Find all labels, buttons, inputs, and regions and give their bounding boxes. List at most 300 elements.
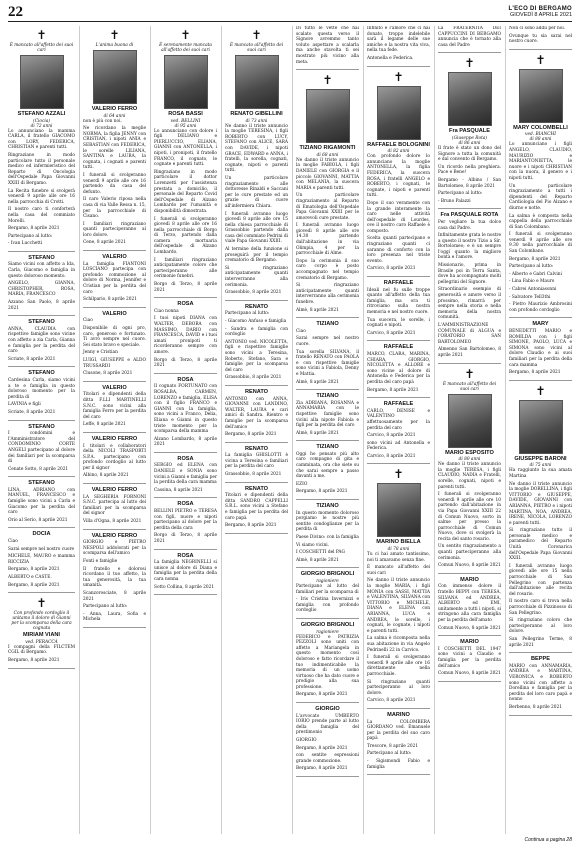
notice-paragraph: Bergamo, 8 aprile 2021 bbox=[367, 387, 419, 393]
cross-icon: ✝ bbox=[36, 596, 47, 611]
cross-icon: ✝ bbox=[251, 28, 262, 42]
notice-divider bbox=[154, 373, 217, 374]
notice-divider bbox=[154, 297, 217, 298]
notice-paragraph: I funerali avranno luogo giovedì 8 aprile alle ore 15 nella chiesa parrocchiale di Grassobbio partendo dalla casa del commiato Pedrini di viale Papa Giovanni XXIII. bbox=[225, 211, 288, 245]
deceased-name: ROSA bbox=[177, 501, 194, 508]
notice-divider bbox=[83, 529, 146, 530]
obituary-notice bbox=[154, 456, 217, 494]
deceased-nickname: ved. BELLINI bbox=[170, 118, 201, 124]
deceased-age: di 82 anni bbox=[387, 149, 410, 155]
notice-paragraph: EZIO bbox=[296, 481, 308, 487]
notice-divider bbox=[509, 652, 572, 653]
notice-paragraph: Ciao bbox=[83, 318, 93, 324]
notice-paragraph: ALBERTO e CASTE. bbox=[8, 575, 52, 580]
obituary-notice bbox=[296, 321, 359, 385]
deceased-nickname: ved. BIANCHI bbox=[525, 132, 556, 138]
notice-paragraph: Lo annunciano la mamma CARLA, il fratello GIACOMO con LORY, FEDERICA, CHRISTIAN e parenti tutti. bbox=[8, 128, 75, 151]
portrait-photo bbox=[235, 55, 279, 109]
deceased-name: BEPPE bbox=[531, 656, 550, 663]
notice-paragraph: Bergamo, 8 aprile 2021 bbox=[225, 523, 277, 529]
notice-paragraph: I condòmini e l'Amministratore del CONDOMINIO CORTE ANGELI partecipano al dolore dei familiari per la scomparsa di bbox=[8, 431, 75, 465]
deceased-age: di 73 anni bbox=[245, 118, 268, 124]
notice-paragraph: Scanzorosciate, 8 aprile 2021 bbox=[83, 590, 146, 602]
obituary-column bbox=[8, 26, 75, 834]
notice-paragraph: Carvico, 8 aprile 2021 bbox=[367, 266, 416, 272]
notice-paragraph: Ovunque tu sia sarai nel nostro cuore. bbox=[509, 33, 572, 45]
participant-line: Partecipano al lutto: bbox=[8, 233, 53, 239]
obituary-notice bbox=[8, 255, 75, 311]
header-rule bbox=[8, 21, 572, 22]
notice-paragraph: Cardesina Carla, siamo vicini a te e famiglia in questo doloroso momento per la perdita di bbox=[8, 377, 75, 400]
notice-paragraph: Partecipano al lutto: bbox=[438, 191, 483, 197]
notice-divider bbox=[367, 774, 430, 775]
obituary-notice bbox=[509, 384, 572, 648]
notice-intro: È serenamente mancata all'affetto dei suoi cari bbox=[159, 43, 212, 53]
portrait-photo bbox=[93, 50, 137, 104]
notice-divider bbox=[296, 702, 359, 703]
deceased-name: VALERIO bbox=[102, 254, 127, 261]
notice-paragraph: Sarai sempre nel nostro cuore bbox=[8, 546, 75, 552]
deceased-nickname: ragioniere bbox=[316, 578, 339, 584]
deceased-name: RAFFAELE bbox=[383, 401, 414, 408]
deceased-name: VALERIO FERRO bbox=[91, 532, 138, 539]
notice-paragraph: Il nostro caro ti conforterà nella casa del commiato Morelli. bbox=[8, 207, 75, 224]
notice-paragraph: LUIGI, GIUSEPPE e ALDO TRUSSARDI bbox=[83, 357, 146, 369]
notice-divider bbox=[8, 527, 75, 528]
obituary-column bbox=[505, 26, 572, 834]
obituary-notice bbox=[509, 53, 572, 314]
notice-paragraph: Bergamo, 8 aprile 2021 bbox=[8, 657, 60, 663]
notice-divider bbox=[225, 385, 288, 386]
notice-divider bbox=[367, 276, 430, 277]
notice-paragraph: L'avvocato UMBERTO IORIO prende parte al lutto della famiglia del prestimonio bbox=[296, 713, 359, 736]
notice-intro: Con profondo cordoglio il unitamo il dolore di Gianni per la scomparsa della cara cognata bbox=[11, 611, 72, 632]
notice-divider bbox=[367, 397, 430, 398]
deceased-name: VALERIO bbox=[102, 310, 127, 317]
notice-divider bbox=[225, 482, 288, 483]
cross-icon: ✝ bbox=[393, 69, 404, 84]
notice-paragraph: Almè, 8 aprile 2021 bbox=[296, 307, 339, 313]
notice-paragraph: Ne ricordano la meglie NORMA, la figlia JENNY con CRISTIAN, i nipoti ANIA e SEBASTIAN con FEDERICA, le sorelle LILIANA, SANTINA e LAURA, la cognata, i cognati e parenti tutti. bbox=[83, 126, 146, 171]
notice-paragraph: Al termine della funzione si proseguirà per il tempio crematorio di Bergamo. bbox=[225, 247, 288, 264]
deceased-name: RAFFAELE BOLOGNINI bbox=[367, 141, 430, 148]
notice-paragraph: Il fratello e dolorosi ricordano il tuo affetto, la tua generosità, la tua umanità. bbox=[83, 566, 146, 589]
obituary-notice bbox=[367, 344, 430, 393]
notice-paragraph: Un sentito ringraziamento a quanti parteciperanno alla cerimonia. bbox=[438, 544, 501, 561]
obituary-notice bbox=[83, 487, 146, 525]
notice-divider bbox=[154, 549, 217, 550]
notice-paragraph: BENEDETTI MARIO e ROMILDA con i figli SIMONE, PAOLO, LUCA e SIMONA sono vicini al dolore Claudio e ai suoi familiari per la perdita della cara mamma bbox=[509, 329, 572, 368]
obituary-notice bbox=[296, 26, 359, 65]
notice-divider bbox=[438, 52, 501, 53]
notice-paragraph: Non ci sono addii per noi. bbox=[509, 26, 566, 31]
notice-divider bbox=[225, 442, 288, 443]
notice-divider bbox=[438, 681, 501, 682]
notice-paragraph: I funerali avranno luogo giovedì 8 aprile alle ore 14.30 partendo dall'abitazione in via Olimpia, 4 per la parrocchiale di Alme. bbox=[296, 223, 359, 257]
deceased-name: RENATO GIBELLINI bbox=[230, 111, 283, 117]
notice-paragraph: CARLO, DENISE e VALENTINO affettuosamente per la perdita del caro bbox=[367, 408, 430, 431]
obituary-notice bbox=[438, 367, 501, 569]
obituary-notice bbox=[438, 56, 501, 204]
notice-paragraph: I funerali avranno luogo giovedì alle ore 15 nella parrocchiale di San Pellegrino con partenza dall'abitazione alle recita del rosario. bbox=[509, 563, 572, 597]
obituary-notice bbox=[83, 533, 146, 623]
issue-date: GIOVEDÌ 8 APRILE 2021 bbox=[509, 12, 572, 18]
notice-paragraph: Si ringraziano tutto il personale medico e paramedico del Reparto Unità Coronarica dell'Ospedale Papa Giovanni XXIII. bbox=[509, 528, 572, 562]
notice-divider bbox=[509, 49, 572, 50]
deceased-name: DOCIA bbox=[32, 531, 51, 538]
notice-paragraph: I funerali si svolgeranno venerdì 9 aprile alle ore 16 direttamente nella parrocchiale. bbox=[367, 655, 430, 677]
notice-paragraph: Dopo il suo veramente con la grande interamente la caro nelle attività dell'ospedale di Lourdes, ove il nostro caro Raffaele è composto. bbox=[367, 200, 430, 234]
notice-paragraph: I funerali si svolgeranno venerdì 9 aprile alle ore 9.30 nella parrocchiale di San Colombano. bbox=[509, 232, 572, 255]
notice-paragraph: - Salvatore Tell3thi bbox=[509, 294, 551, 300]
notice-paragraph: Tua suocera, le sorelle, i cognati e nipoti. bbox=[367, 317, 430, 329]
obituary-notice bbox=[438, 577, 501, 631]
obituary-column bbox=[363, 26, 430, 834]
cross-icon: ✝ bbox=[464, 366, 475, 381]
notice-divider bbox=[154, 594, 217, 595]
notice-divider bbox=[8, 315, 75, 316]
notice-paragraph: Missionario, prima in Brasile poi in Terra Santa, dove ha accompagnato molti pellegrini del Signore. bbox=[438, 263, 501, 285]
notice-paragraph: Trescore, 8 aprile 2021 bbox=[367, 743, 419, 749]
notice-paragraph: Leffe, 8 aprile 2021 bbox=[83, 422, 126, 428]
portrait-photo bbox=[448, 72, 492, 126]
continuation-note: Continua a pagina 28 bbox=[524, 837, 572, 843]
notice-paragraph: - Giacomo Anfuso e famiglia bbox=[225, 319, 287, 324]
notice-paragraph: Il frate è stato un dono del Signore a tutta la comunità e dal convento di Bergamo. bbox=[438, 145, 501, 163]
notice-paragraph: I funerali si svolgeranno venerdì 9 aprile alle ore 10 partendo dall'abitazione in via Papa Giovanni XXIII 22 di Comun Nuovo, sorto in salme per presso la parrocchiale di Comun Nuovo, dove si svolgerà la recita del santo rosario. bbox=[438, 492, 501, 542]
notice-paragraph: Albino, 8 aprile 2021 bbox=[83, 473, 129, 479]
notice-divider bbox=[296, 440, 359, 441]
deceased-name: Fra PASQUALE ROTA bbox=[440, 212, 499, 219]
notice-paragraph: Ne danno il triste annuncio la moglie DORELLINA, i figli VITTORIO e GIUSEPPE, DAVIDE, GIOVANNI con ARIANNA, PIETRO e i nipoti MARTINA, NOA, ANDREA, IRENE, NICOLA, LORENZO e parenti tutti. bbox=[509, 481, 572, 526]
deceased-nickname: ved. PERACCA bbox=[25, 639, 58, 645]
notice-paragraph: Villa d'Ogna, 8 aprile 2021 bbox=[83, 519, 142, 525]
notice-paragraph: Ciao bbox=[296, 328, 306, 334]
notice-divider bbox=[438, 363, 501, 364]
notice-paragraph: Dopo la cerimonia il suo caro corpo è posto accompagnato nel tempio crematorio di Bergamo. bbox=[296, 258, 359, 281]
page-header bbox=[8, 6, 572, 18]
portrait-photo bbox=[377, 483, 421, 537]
notice-divider bbox=[154, 497, 217, 498]
cross-icon: ✝ bbox=[180, 28, 191, 42]
obituary-notice bbox=[367, 280, 430, 336]
notice-paragraph: Si ringraziano anticipatamente quanti interverranno alla cerimonia. bbox=[225, 265, 288, 288]
obituary-notice bbox=[296, 73, 359, 313]
notice-paragraph: Comun Nuovo, 8 aprile 2021 bbox=[438, 563, 501, 569]
notice-divider bbox=[296, 499, 359, 500]
notice-paragraph: Disponibile di ogni pro, caro, generoso e fortunato. Ti avrò sempre nel cuore. Sei stato bravo e speciale. bbox=[83, 326, 146, 348]
notice-paragraph: I funerali si svolgeranno giovedì 8 aprile alle ore 16 nella parrocchiale di Borgo di Terzo, partendo dalla camera mortuaria dell'ospedale di Alzano Lombardo. bbox=[154, 216, 217, 256]
notice-divider bbox=[8, 366, 75, 367]
notice-paragraph: con sentite espressioni grande commozione. bbox=[296, 753, 359, 764]
obituary-notice bbox=[154, 377, 217, 448]
notice-paragraph: Clusone, 8 aprile 2021 bbox=[83, 371, 133, 377]
obituary-notice bbox=[225, 28, 288, 296]
notice-divider bbox=[296, 389, 359, 390]
notice-paragraph: I COSCHETTI del PAG bbox=[296, 550, 345, 556]
notice-divider bbox=[509, 715, 572, 716]
notice-intro: L'anima buona di bbox=[95, 43, 134, 48]
deceased-nickname: ragioniere bbox=[316, 629, 339, 635]
notice-paragraph: I COSCHETTI DEL 1947 sono vicini a Claudio e famiglia per la perdita dell'amico bbox=[438, 646, 501, 669]
notice-paragraph: Bergamo - Albino / San Bartolomeo, 8 aprile 2021 bbox=[438, 177, 501, 189]
notice-paragraph: Schilpario, 8 aprile 2021 bbox=[83, 297, 137, 303]
obituary-notice bbox=[83, 254, 146, 303]
deceased-name: RENATO bbox=[244, 485, 269, 492]
deceased-name: GIORGIO bbox=[315, 706, 340, 713]
notice-paragraph: Fonti e famiglie bbox=[83, 559, 118, 564]
notice-paragraph: Grassobbio, 8 aprile 2021 bbox=[225, 375, 282, 381]
notice-paragraph: Siamo vicini con affetto a Ida, Carla, Giacomo e famiglia in questo doloroso momento. bbox=[8, 262, 75, 279]
notice-paragraph: FEDERICO e PATRIZIA PEZZOLI sono uniti con affetto a Mariangela in questo momento così doloroso e fatto ricordare il tuo indimenticabile la memoria di un uomo virtuoso che ha dato cuore e prodigio alla sua professione. bbox=[296, 634, 359, 690]
notice-paragraph: Grassobbio, 8 aprile 2021 bbox=[225, 472, 282, 478]
obituary-notice bbox=[225, 446, 288, 478]
notice-divider bbox=[8, 592, 75, 593]
notice-paragraph: Straordinario esempio di generosità e amore verso il prossimo, rimarrà per sempre nella storia e nella memoria della nostra comunità. bbox=[438, 287, 501, 321]
notice-paragraph: Il nostro caro si trova nella parrocchiale di Pizzinosso di San Pellegrino. bbox=[509, 599, 572, 616]
notice-divider bbox=[509, 317, 572, 318]
notice-divider bbox=[367, 708, 430, 709]
deceased-name: RAFFAELE bbox=[383, 344, 414, 351]
notice-paragraph: GIORGIO bbox=[296, 738, 317, 744]
notice-paragraph: Borgo di Terzo, 8 aprile 2021 bbox=[154, 282, 217, 293]
notice-paragraph: Sarai sempre nel nostro cuore. bbox=[296, 336, 359, 347]
obituary-notice bbox=[509, 26, 572, 45]
obituary-grid bbox=[8, 26, 572, 834]
notice-paragraph: Bergamo, 8 aprile 2021 bbox=[296, 766, 348, 772]
notice-paragraph: Almenno San Bartolomeo, 8 aprile 2021 bbox=[438, 347, 501, 358]
notice-paragraph: Bergamo, 8 aprile 2021 bbox=[509, 370, 561, 376]
notice-paragraph: I familiari ringraziano anticipatamente coloro che parteciperanno alle cerimonie funebri. bbox=[154, 257, 217, 280]
notice-paragraph: Un ricordo nella preghiera. Pace e Bene! bbox=[438, 164, 501, 176]
notice-paragraph: Ideali nel fu sulle troppe quanto all'affetto della tua famiglia, ma ora ti ritroviamo sulla nostra memoria e nel nostro cuore. bbox=[367, 287, 430, 315]
deceased-name: VALERIO FERRO bbox=[91, 487, 138, 494]
notice-divider bbox=[367, 66, 430, 67]
obituary-notice bbox=[154, 28, 217, 293]
notice-paragraph: Tua sorella SILVANA, il fratello RENATO con PAOLA e con rispettive famiglie sono vicini a Fabiola, Denny e Mattia. bbox=[296, 349, 359, 377]
notice-paragraph: Infinitamente grata le nostre a questo il nostro Tizio a Sir. Bortolomeo; e è un sempre l'oggi quanto la migliore bontà e l'amore. bbox=[438, 233, 501, 261]
obituary-notice bbox=[296, 622, 359, 698]
notice-paragraph: Per vegliare la tua dolce casa dal Padre. bbox=[438, 219, 501, 231]
cross-icon: ✝ bbox=[322, 73, 333, 88]
notice-paragraph: Sotto Collina, 8 aprile 2021 bbox=[154, 584, 215, 590]
notice-divider bbox=[438, 208, 501, 209]
notice-intro: È mancato all'affetto dei suoi cari bbox=[442, 381, 497, 392]
notice-paragraph: Oggi ho pensato più alto caro compagno di gita e camminata, ora che siete su che sarai sempre a passo davanti a me. bbox=[296, 451, 359, 480]
deceased-name: GIORGIO BRIGNOLI bbox=[300, 621, 355, 628]
deceased-age: di 64 anni bbox=[103, 113, 126, 119]
notice-paragraph: La salma è ricomposta nella sua abitazione in via Angelo Pedrinelli 22 in Carvico. bbox=[367, 636, 430, 653]
notice-paragraph: La COLOMBERA GIORDANO ved. Emanuele per la perdita del suo caro papà bbox=[367, 719, 430, 742]
notice-paragraph: Ringraziano in modo particolare tutto il personale medico ed infermieristico del Reparto di Oncologia dell'Ospedale Papa Giovanni XXIII di Bergamo. bbox=[8, 152, 75, 186]
deceased-name: MARY COLOMBELLI bbox=[513, 124, 568, 131]
notice-paragraph: La Recita funebre si svolgerà venerdì 9 aprile alle ore 16 nella parrocchia di Crotti. bbox=[8, 188, 75, 205]
deceased-name: RENATO bbox=[244, 445, 269, 452]
deceased-age: di 86 anni bbox=[458, 140, 481, 146]
notice-paragraph: Bergamo, 8 aprile 2021 bbox=[296, 489, 348, 495]
notice-paragraph: Carvico, 8 aprile 2021 bbox=[367, 453, 416, 459]
masthead bbox=[508, 6, 572, 18]
notice-paragraph: Scriate, 8 aprile 2021 bbox=[8, 409, 56, 415]
notice-paragraph: Bergamo, 8 aprile 2021 bbox=[8, 567, 60, 573]
notice-divider bbox=[8, 251, 75, 252]
deceased-name: VALERIO FERRO bbox=[91, 435, 138, 442]
notice-paragraph: Orio al Serio, 8 aprile 2021 bbox=[8, 517, 68, 523]
notice-paragraph: ANTONIO ved. NICOLETTA, figli e rispettive famiglie sono vicini a Teresina, Roberto, Stefano, Sara e famiglie per la scomparsa del caro bbox=[225, 339, 288, 373]
deceased-name: ROSA bbox=[177, 552, 194, 559]
notice-paragraph: - Sigismondi Fabio e famiglia bbox=[367, 759, 430, 770]
obituary-notice bbox=[296, 571, 359, 614]
notice-paragraph: In questo momento doloroso porgiamo le nostre più sentite condoglianze per la perdita di bbox=[296, 510, 359, 533]
deceased-name: RENATO bbox=[244, 388, 269, 395]
notice-paragraph: LAVINIA e figli bbox=[8, 402, 41, 408]
notice-paragraph: - Sandra e famiglia con cordoglio bbox=[225, 326, 288, 338]
notice-paragraph: Paese Divino: con la famiglia bbox=[296, 535, 359, 540]
deceased-name: STEFANO bbox=[28, 480, 55, 487]
notice-paragraph: Ne danno il triste annuncio la moglie TERESA, i figli CLAUDIO, NADIA e Fratelli, sorelle, cognati, nipoti e parenti tutti. bbox=[438, 462, 501, 490]
notice-paragraph: Titolari e dipendenti della ditta F.LLI MARTINELLI S.N.C. sono vicini alla famiglia Ferro per la perdita del caro bbox=[83, 392, 146, 420]
notice-paragraph: I tuoi nipoti DIANA con WALTER, DEBORA con MASSIMO, DARIO con FRANCESCA, DAVID e i tuoi amati pronipoti ti ricorderanno sempre con amore. bbox=[154, 316, 217, 355]
notice-divider bbox=[296, 776, 359, 777]
notice-paragraph: Partecipano al lutto: bbox=[367, 751, 412, 757]
obituary-notice bbox=[225, 304, 288, 381]
notice-paragraph: - Pietro Maurizio Ambrosini con profondo cordoglio bbox=[509, 302, 572, 313]
notice-paragraph: Antonella e Federica. bbox=[367, 55, 414, 61]
notice-paragraph: Titolari e dipendenti della ditta SANDRO CAPPELLI S.R.L. sono vicini a Stefano e famiglia per la perdita del caro papà bbox=[225, 493, 288, 521]
obituary-notice bbox=[8, 424, 75, 473]
notice-divider bbox=[225, 533, 288, 534]
notice-paragraph: I titolari e collaboratori della NICOLI TRASPORTI S.P.A. partecipano con profondo cordoglio al lutto per il signor bbox=[83, 443, 146, 471]
notice-paragraph: LA SEGHERIA FORNONI S.N.C. partecipa al lutto dei familiari per la scomparsa del signor bbox=[83, 494, 146, 517]
notice-divider bbox=[296, 567, 359, 568]
notice-paragraph: Bergamo, 8 aprile 2021 bbox=[8, 582, 60, 588]
notice-paragraph: Partecipano al lutto del familiari per la scomparsa di bbox=[296, 583, 359, 595]
notice-paragraph: Si ringraziano anticipatamente quanti interverranno alla cerimonia funebre. bbox=[296, 283, 359, 305]
obituary-notice bbox=[83, 385, 146, 428]
notice-paragraph: È mancato all'affetto dei suoi cari bbox=[367, 565, 430, 576]
notice-divider bbox=[8, 420, 75, 421]
notice-paragraph: - Bruno Palazzi bbox=[438, 198, 471, 204]
page-number: 22 bbox=[8, 4, 23, 20]
deceased-name: MARY bbox=[532, 321, 549, 328]
notice-paragraph: La famiglia GHISLOTTI è vicina a Teresina e familiari per la perdita del caro bbox=[225, 453, 288, 470]
notice-paragraph: - Lina Fabio e Mauro bbox=[509, 279, 555, 285]
obituary-notice bbox=[8, 531, 75, 588]
notice-paragraph: - Cabrei Antoniasonni bbox=[509, 287, 557, 293]
deceased-name: ROSA bbox=[177, 301, 194, 308]
obituary-notice bbox=[8, 319, 75, 362]
notice-divider bbox=[367, 463, 430, 464]
notice-paragraph: Comun Nuovo, 8 aprile 2021 bbox=[438, 625, 501, 631]
notice-paragraph: Borgo di Terzo, 8 aprile 2021 bbox=[154, 533, 217, 544]
notice-paragraph: MARCO, CLARA, MARINA, CHIARA, GIORGIO, NICOLETTA e ALLORE e sono vicine al dolore di Antonella e Federica per la perdita del caro papà bbox=[367, 351, 430, 385]
deceased-name: TIZIANO RIGAMONTI bbox=[299, 145, 356, 152]
obituary-notice bbox=[154, 301, 217, 369]
notice-paragraph: I familiari ringraziano quanti parteciperanno al loro dolore. bbox=[83, 221, 146, 238]
notice-paragraph: Ne danno il triste annuncio la moglie MARIA, i figli MONIA con SASSI, MATTIA e VALENTINA, SILVANA con VITTORIO e MICHELE, DIANA e ELENA con ARIANNA, LUCA e ANDREA, le sorelle, i cognati, le cognate, i nipoti e parenti tutti. bbox=[367, 578, 430, 634]
notice-paragraph: Ciao nonna bbox=[154, 308, 179, 314]
cross-icon: ✝ bbox=[393, 467, 404, 482]
notice-paragraph: Bergamo, 8 aprile 2021 bbox=[8, 226, 60, 232]
notice-divider bbox=[83, 307, 146, 308]
notice-paragraph: La famiglia NEGRINELLI si unisce al dolore di Diana e famiglia per la perdita della cara nonna bbox=[154, 560, 217, 582]
notice-paragraph: Carvico, 8 aprile 2021 bbox=[367, 433, 416, 439]
deceased-name: MIRIAM VIANI bbox=[23, 632, 60, 639]
obituary-notice bbox=[225, 486, 288, 529]
obituary-column bbox=[221, 26, 288, 834]
notice-paragraph: Cene, 8 aprile 2021 bbox=[83, 240, 126, 246]
notice-paragraph: Ha raggiunto la sua amata Martina bbox=[509, 468, 572, 479]
notice-divider bbox=[8, 668, 75, 669]
notice-paragraph: Scelta quanti partecipano e ringraziano quanti ci saranno di conforto con la loro presenza nel triste evento. bbox=[367, 236, 430, 264]
cross-icon: ✝ bbox=[464, 56, 475, 71]
notice-paragraph: Jenny e Cristian bbox=[83, 350, 118, 356]
notice-paragraph: Con immenso dolore il fratello BEPPI con TERESA, SILVANA ed ANDREA, ALBERTO ed EMI, unitamente a tutti i nipoti, si stringono alla cara famiglia per la perdita dell'amato bbox=[438, 584, 501, 623]
deceased-name: ROSA bbox=[177, 376, 194, 383]
deceased-name: STEFANO AZZALI bbox=[17, 111, 66, 117]
deceased-age: di 95 anni bbox=[174, 123, 197, 129]
notice-intro: È mancato all'affetto dei suoi cari bbox=[229, 43, 284, 53]
notice-paragraph: Con profondo dolore lo annunciano la moglie ANTONELLA, la figlia FEDERICA, la suocera ROSA, i fratelli ANGELO e ROBERTO, i cognati, le cognate, i nipoti e parenti tutti. bbox=[367, 154, 430, 199]
notice-divider bbox=[367, 340, 430, 341]
deceased-name: TIZIANO bbox=[316, 503, 339, 510]
portrait-photo bbox=[448, 394, 492, 448]
notice-paragraph: Infinito è l'amore che ci hai donato, troppo indelebile sarà il legame delle sue amiche e la nostra vita viva, nella tua fede. bbox=[367, 26, 430, 54]
obituary-notice bbox=[296, 706, 359, 772]
notice-divider bbox=[83, 627, 146, 628]
notice-paragraph: BELLINI PIETRO e TERESA con figli, nuore e nipoti partecipano al dolore per la perdita della cara bbox=[154, 509, 217, 531]
notice-paragraph: SERGIO ed ELENA con DANIELE e SONIA sono vicini a Gianni e famiglia per la perdita della cara mamma bbox=[154, 463, 217, 486]
notice-paragraph: Cenate Sotto, 8 aprile 2021 bbox=[8, 466, 69, 472]
participant-line: - Ivan Lucchetti bbox=[8, 241, 43, 247]
portrait-photo bbox=[519, 69, 563, 123]
notice-intro: È mancato all'affetto dei suoi cari bbox=[9, 43, 74, 53]
portrait-photo bbox=[164, 55, 208, 109]
notice-paragraph: Tu ci hai amato tantissimo, noi ti amavamo senza fine. bbox=[367, 552, 430, 563]
notice-paragraph: Un particolare ringraziamento a tutti i dipendenti del Reparto Cardiologia del Pio Alzano e diurno e notte. bbox=[509, 183, 572, 211]
deceased-name: RENATO bbox=[244, 303, 269, 310]
notice-paragraph: Azzano San Paolo, 8 aprile 2021 bbox=[8, 300, 75, 311]
notice-paragraph: MICHELE, MAURO e mamma RICCIZIA bbox=[8, 554, 75, 565]
notice-paragraph: Comun Nuovo, 8 aprile 2021 bbox=[438, 671, 501, 677]
obituary-notice bbox=[8, 28, 75, 247]
notice-paragraph: MARIO con ANNAMARIA, ANDREA e MARTINA, VERONICA e ROBERTO sono vicini con affetto a Dorellina e famiglia per la perdita del loro caro papà e nonno bbox=[509, 663, 572, 703]
deceased-name: ROSA BASSI bbox=[168, 111, 203, 117]
notice-paragraph: Partecipano al lutto: bbox=[225, 311, 270, 317]
obituary-notice bbox=[367, 26, 430, 62]
obituary-notice bbox=[154, 501, 217, 544]
deceased-age: di 75 anni bbox=[529, 463, 552, 469]
notice-paragraph: Ciao bbox=[8, 539, 18, 545]
notice-paragraph: Zia ADRIANA, ROSANNA e ANNAMARIA con le rispettive famiglie sono vicini alla nipote Fabiola e figli per la perdita del caro bbox=[296, 400, 359, 429]
obituary-notice bbox=[83, 28, 146, 246]
notice-paragraph: - Anna, Laura, Sofia e Michela bbox=[83, 611, 146, 623]
deceased-name: STEFANO bbox=[28, 319, 55, 326]
notice-paragraph: I compagni della FILCTEM CGIL di Bergamo. bbox=[8, 644, 75, 656]
obituary-notice bbox=[83, 311, 146, 377]
notice-paragraph: Cassina, 8 aprile 2021 bbox=[154, 487, 203, 493]
deceased-name: GIORGIO BRIGNOLI bbox=[300, 571, 355, 578]
paper-name: L'ECO DI BERGAMO bbox=[508, 6, 572, 12]
obituary-notice bbox=[225, 389, 288, 438]
notice-paragraph: Ne danno il triste annuncio la moglie TERESINA, i figli ROBERTO con LUCY, STEFANO con ALICE, SARA con DAVIDE, i nipoti GRACE, EDWARD e ANNA, i fratelli, la sorella, cognati, cognate, nipoti e parenti tutti. bbox=[225, 123, 288, 174]
notice-divider bbox=[225, 300, 288, 301]
obituary-notice bbox=[509, 321, 572, 375]
obituary-notice bbox=[83, 436, 146, 479]
notice-paragraph: Un particolare ringraziamento alle dottoresse Rinaldi e Saccani per le cure prestate ed un grazie di cuore all'infermiera Chiara. bbox=[225, 175, 288, 209]
obituary-column bbox=[150, 26, 217, 834]
notice-paragraph: Partecipano al lutto: bbox=[83, 604, 128, 610]
